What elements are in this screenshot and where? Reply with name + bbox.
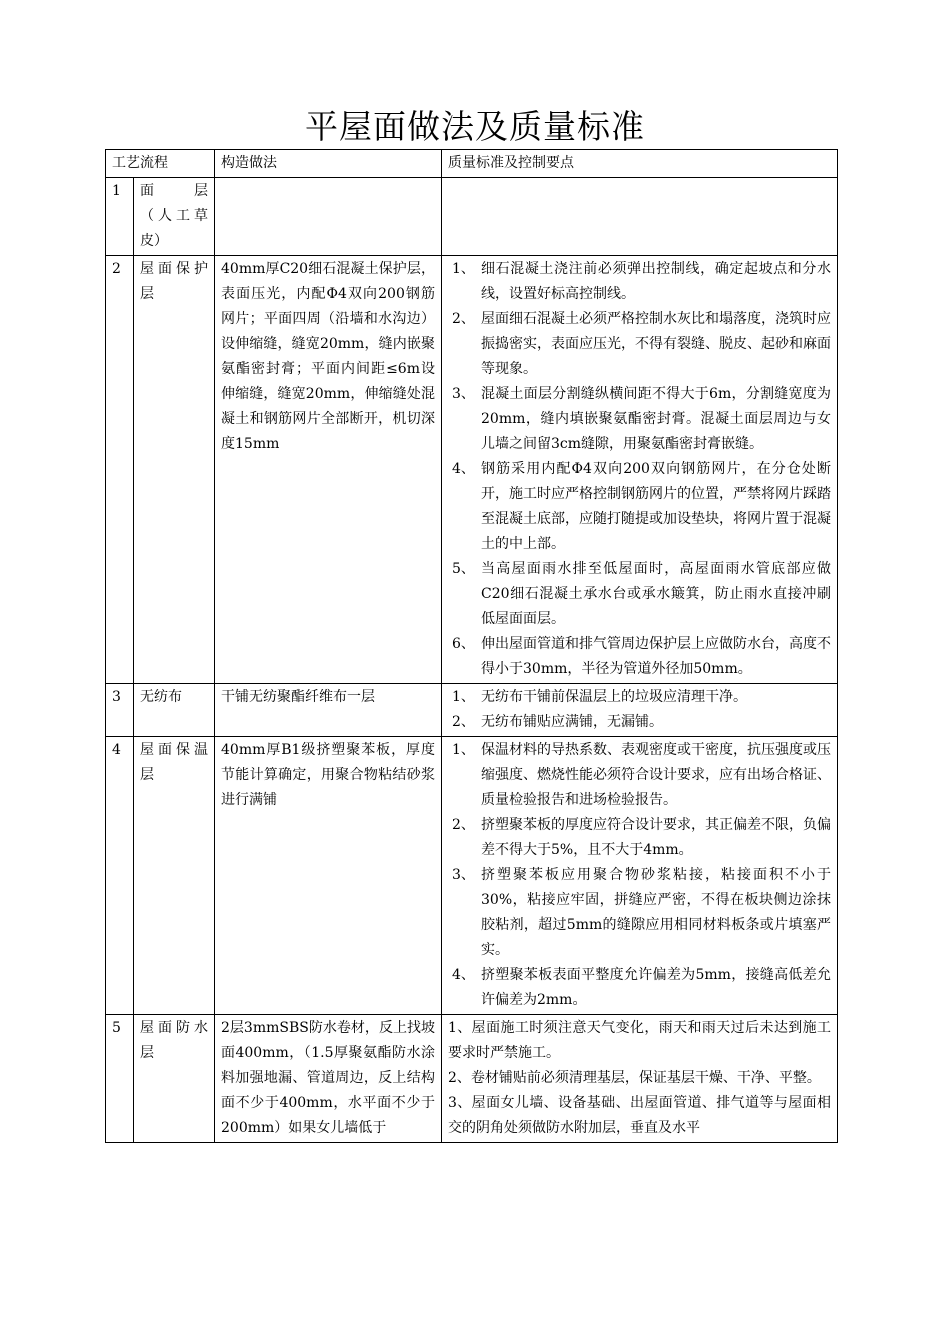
row-number: 3 — [106, 684, 134, 737]
table-header-row — [106, 150, 838, 178]
row-number: 2 — [106, 256, 134, 684]
row-step: 屋面保温层 — [134, 737, 215, 1015]
row-method: 40mm厚C20细石混凝土保护层，表面压光，内配Φ4双向200钢筋网片；平面四周（沿墙和水沟边）设伸缩缝，缝宽20mm，缝内嵌聚氨酯密封膏；平面内间距≤6m设伸缩缝，缝宽20mm，伸缩缝处混凝土和钢筋网片全部断开，机切深度15mm — [215, 256, 442, 684]
row-points — [442, 737, 838, 1015]
list-item: 3、 混凝土面层分割缝纵横间距不得大于6m，分割缝宽度为20mm，缝内填嵌聚氨酯密封膏。混凝土面层周边与女儿墙之间留3cm缝隙，用聚氨酯密封膏嵌缝。 — [452, 386, 831, 452]
header-method: 构造做法 — [215, 150, 442, 178]
list-item: 1、 保温材料的导热系数、表观密度或干密度，抗压强度或压缩强度、燃烧性能必须符合设计要求，应有出场合格证、质量检验报告和进场检验报告。 — [452, 742, 831, 808]
list-item: 6、 伸出屋面管道和排气管周边保护层上应做防水台，高度不得小于30mm，半径为管道外径加50mm。 — [452, 636, 831, 677]
list-item: 1、屋面施工时须注意天气变化，雨天和雨天过后未达到施工要求时严禁施工。 — [448, 1020, 831, 1061]
table-row — [106, 1015, 838, 1143]
table-row — [106, 256, 838, 684]
header-quality: 质量标准及控制要点 — [442, 150, 838, 178]
list-item: 5、 当高屋面雨水排至低屋面时，高屋面雨水管底部应做C20细石混凝土承水台或承水簸箕，防止雨水直接冲刷低屋面面层。 — [452, 561, 831, 627]
list-item: 2、 无纺布铺贴应满铺，无漏铺。 — [452, 714, 663, 730]
row-number: 4 — [106, 737, 134, 1015]
table-row — [106, 684, 838, 737]
row-method: 40mm厚B1级挤塑聚苯板，厚度节能计算确定，用聚合物粘结砂浆进行满铺 — [215, 737, 442, 1015]
row-step: 屋面保护层 — [134, 256, 215, 684]
row-points — [442, 684, 838, 737]
row-points — [442, 256, 838, 684]
row-number: 5 — [106, 1015, 134, 1143]
row-step: 无纺布 — [134, 684, 215, 737]
quality-list — [448, 738, 831, 1013]
row-number: 1 — [106, 178, 134, 256]
process-table — [105, 149, 838, 1143]
row-step: 屋面防水层 — [134, 1015, 215, 1143]
list-item: 1、 细石混凝土浇注前必须弹出控制线，确定起坡点和分水线，设置好标高控制线。 — [452, 261, 831, 302]
header-process: 工艺流程 — [106, 150, 215, 178]
row-step: 面 层（人工草皮） — [134, 178, 215, 256]
list-item: 2、卷材铺贴前必须清理基层，保证基层干燥、干净、平整。 — [448, 1070, 821, 1086]
quality-list — [448, 257, 831, 682]
document-title: 平屋面做法及质量标准 — [305, 107, 645, 146]
row-method: 干铺无纺聚酯纤维布一层 — [215, 684, 442, 737]
list-item: 4、 钢筋采用内配Φ4双向200双向钢筋网片，在分仓处断开，施工时应严格控制钢筋网片的位置，严禁将网片踩踏至混凝土底部，应随打随提或加设垫块，将网片置于混凝土的中上部。 — [452, 461, 831, 552]
quality-list — [448, 685, 831, 735]
row-points — [442, 1015, 838, 1143]
list-item: 2、 屋面细石混凝土必须严格控制水灰比和塌落度，浇筑时应振捣密实，表面应压光，不得有裂缝、脱皮、起砂和麻面等现象。 — [452, 311, 831, 377]
list-item: 2、 挤塑聚苯板的厚度应符合设计要求，其正偏差不限，负偏差不得大于5%，且不大于4mm。 — [452, 817, 831, 858]
table-row — [106, 737, 838, 1015]
row-method — [215, 178, 442, 256]
list-item: 4、 挤塑聚苯板表面平整度允许偏差为5mm，接缝高低差允许偏差为2mm。 — [452, 967, 831, 1008]
list-item: 3、屋面女儿墙、设备基础、出屋面管道、排气道等与屋面相交的阴角处须做防水附加层，垂直及水平 — [448, 1095, 831, 1136]
list-item: 1、 无纺布干铺前保温层上的垃圾应清理干净。 — [452, 689, 747, 705]
row-points — [442, 178, 838, 256]
list-item: 3、 挤塑聚苯板应用聚合物砂浆粘接，粘接面积不小于30%，粘接应牢固，拼缝应严密，不得在板块侧边涂抹胶粘剂，超过5mm的缝隙应用相同材料板条或片填塞严实。 — [452, 867, 831, 958]
row-method: 2层3mmSBS防水卷材，反上找坡面400mm，（1.5厚聚氨酯防水涂料加强地漏、管道周边，反上结构面不少于400mm，水平面不少于200mm）如果女儿墙低于 — [215, 1015, 442, 1143]
table-row — [106, 178, 838, 256]
